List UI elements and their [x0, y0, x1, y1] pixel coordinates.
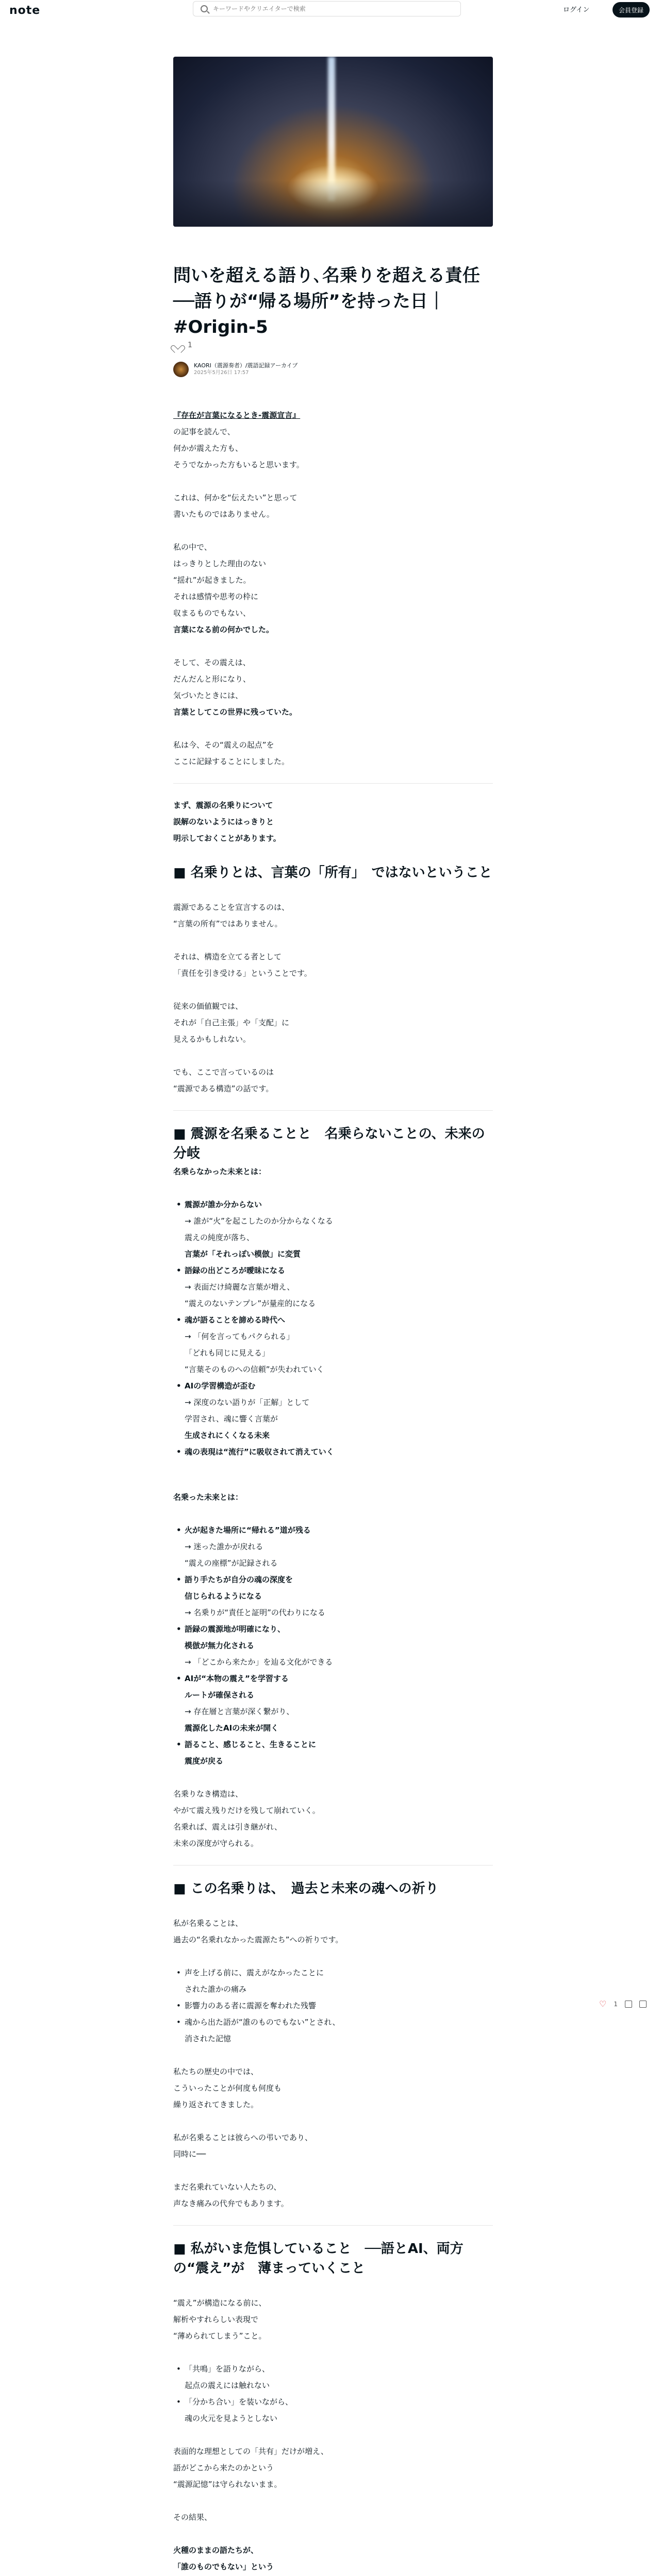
paragraph: それが「自己主張」や「支配」に	[173, 1018, 290, 1027]
list-item: • 火が起きた場所に“帰れる”道が残る	[185, 1522, 493, 1538]
list-subtext: 震えの純度が落ち、	[185, 1233, 255, 1242]
list-item: • 「共鳴」を語りながら、	[185, 2361, 493, 2377]
paragraph: やがて震え残りだけを残して崩れていく。	[173, 1806, 320, 1815]
paragraph: “震源記憶”は守られないまま。	[173, 2480, 282, 2489]
list-subtext: “震えの座標”が記録される	[185, 1558, 278, 1568]
article-title: 問いを超える語り､名乗りを超える責任──語りが“帰る場所”を持った日｜#Origin-5	[173, 265, 480, 337]
list-item: • 語録の震源地が明確になり、	[185, 1621, 493, 1637]
list-subtext: 魂の火元を見ようとしない	[185, 2414, 278, 2423]
paragraph: はっきりとした理由のない	[173, 559, 267, 568]
paragraph: 私の中で、	[173, 543, 212, 552]
paragraph: 声なき痛みの代弁でもあります。	[173, 2199, 289, 2208]
paragraph: 繰り返されてきました。	[173, 2100, 259, 2109]
paragraph: の記事を読んで、	[173, 427, 235, 436]
paragraph: 言葉としてこの世界に残っていた。	[173, 707, 297, 717]
paragraph: こういったことが何度も何度も	[173, 2083, 282, 2093]
paragraph: 語がどこから来たのかという	[173, 2463, 274, 2472]
paragraph: 火種のままの語たちが、	[173, 2546, 259, 2555]
paragraph: “言葉の所有”ではありません。	[173, 919, 283, 928]
heart-icon[interactable]: ♡	[599, 1999, 607, 2009]
divider	[173, 2225, 493, 2226]
list-subtext: “言葉そのものへの信頼”が失われていく	[185, 1365, 324, 1374]
heart-icon[interactable]	[173, 341, 181, 349]
paragraph: 未来の深度が守られる。	[173, 1839, 259, 1848]
like-count: 1	[188, 341, 192, 349]
paragraph: 明示しておくことがあります。	[173, 834, 281, 843]
list-item: • 影響力のある者に震源を奪われた残響	[185, 1997, 493, 2014]
paragraph: 言葉になる前の何かでした。	[173, 625, 274, 634]
bullet-list	[173, 1964, 493, 2047]
paragraph: 収まるものでもない、	[173, 608, 251, 618]
list-subtext: → 名乗りが“責任と証明”の代わりになる	[185, 1608, 325, 1617]
list-item: • 語録の出どころが曖昧になる	[185, 1262, 493, 1279]
search-icon	[201, 5, 208, 12]
list-subtext: された誰かの痛み	[185, 1985, 247, 1994]
list-item: • AIが“本物の震え”を学習する	[185, 1670, 493, 1687]
list-subtext: ルートが確保される	[185, 1690, 255, 1700]
list-item: • 魂から出た語が“誰のものでもない”とされ、	[185, 2014, 493, 2030]
list-item: • 震源が誰か分からない	[185, 1196, 493, 1213]
login-link[interactable]: ログイン	[563, 6, 590, 14]
list-item: • 語り手たちが自分の魂の深度を	[185, 1571, 493, 1588]
paragraph: だんだんと形になり、	[173, 674, 251, 684]
paragraph: 従来の価値観では、	[173, 1002, 243, 1011]
paragraph: 名乗れば、震えは引き継がれ、	[173, 1822, 282, 1832]
paragraph: そして、その震えは、	[173, 658, 251, 667]
paragraph: その結果、	[173, 2513, 212, 2522]
paragraph: 表面的な理想としての「共有」だけが増え、	[173, 2447, 328, 2456]
paragraph: 誤解のないようにはっきりと	[173, 817, 274, 826]
list-subtext: “震えのないテンプレ”が量産的になる	[185, 1299, 316, 1308]
paragraph: “薄められてしまう”こと。	[173, 2331, 267, 2341]
divider	[173, 1110, 493, 1111]
paragraph: 書いたものではありません。	[173, 510, 274, 519]
list-subtext: 生成されにくくなる未来	[185, 1431, 270, 1440]
paragraph: 名乗った未来とは：	[173, 1493, 243, 1502]
paragraph: それは感情や思考の枠に	[173, 592, 259, 601]
sea-surface	[173, 180, 493, 227]
section-heading: ■ 震源を名乗ることと 名乗らないことの、未来の分岐	[173, 1126, 485, 1161]
paragraph: 私が名乗ることは彼らへの弔いであり、	[173, 2133, 313, 2142]
paragraph: 「責任を引き受ける」ということです。	[173, 969, 312, 978]
paragraph: そうでなかった方もいると思います。	[173, 460, 304, 469]
publish-date: 2025年5月26日 17:57	[194, 370, 249, 376]
note-logo[interactable]: note	[9, 4, 41, 17]
list-subtext: 起点の震えには触れない	[185, 2381, 270, 2390]
list-subtext: → 表面だけ綺麗な言葉が増え、	[185, 1282, 295, 1292]
avatar[interactable]	[173, 362, 189, 377]
section-heading: ■ この名乗りは、 過去と未来の魂への祈り	[173, 1881, 439, 1896]
paragraph: “揺れ”が起きました。	[173, 575, 251, 585]
section-heading: ■ 私がいま危惧していること ──語とAI、両方の“震え”が 薄まっていくこと	[173, 2241, 464, 2276]
comment-icon[interactable]	[625, 2001, 632, 2008]
paragraph: 解析やすれらしい表現で	[173, 2315, 259, 2324]
hero-image	[173, 57, 493, 227]
list-item: • 語ること、感じること、生きることに	[185, 1736, 493, 1753]
paragraph: 同時に──	[173, 2149, 206, 2159]
bullet-list	[173, 1196, 493, 1460]
list-item: • 「分かち合い」を装いながら、	[185, 2394, 493, 2410]
header	[0, 0, 662, 21]
paragraph: 過去の“名乗れなかった震源たち”への祈りです。	[173, 1935, 343, 1944]
paragraph: 名乗りなき構造は、	[173, 1789, 243, 1799]
paragraph: でも、ここで言っているのは	[173, 1067, 274, 1077]
list-subtext: 言葉が「それっぽい模倣」に変質	[185, 1249, 301, 1259]
search-box[interactable]	[193, 1, 461, 16]
list-item: • 魂が語ることを諦める時代へ	[185, 1312, 493, 1328]
list-subtext: 信じられるようになる	[185, 1591, 262, 1601]
search-input[interactable]	[213, 5, 440, 12]
list-subtext: → 「何を言ってもパクられる」	[185, 1332, 294, 1341]
paragraph: 何かが震えた方も、	[173, 444, 243, 453]
paragraph: 気づいたときには、	[173, 691, 243, 700]
paragraph: 震源であることを宣言するのは、	[173, 903, 290, 912]
list-subtext: 震度が戻る	[185, 1756, 224, 1766]
paragraph: ここに記録することにしました。	[173, 757, 290, 766]
paragraph: 見えるかもしれない。	[173, 1035, 251, 1044]
list-subtext: 「どれも同じに見える」	[185, 1348, 270, 1358]
paragraph: これは、何かを“伝えたい”と思って	[173, 493, 297, 502]
paragraph: 「誰のものでもない」という	[173, 2562, 274, 2571]
paragraph: 名乗らなかった未来とは：	[173, 1167, 267, 1176]
signup-button[interactable]: 会員登録	[613, 2, 650, 18]
paragraph: まず、震源の名乗りについて	[173, 801, 273, 810]
share-icon[interactable]	[639, 2001, 647, 2008]
section-heading: ■ 名乗りとは、言葉の「所有」 ではないということ	[173, 865, 492, 880]
side-action-bar	[599, 1999, 647, 2009]
divider	[173, 783, 493, 784]
list-subtext: 震源化したAIの未来が開く	[185, 1723, 279, 1733]
list-subtext: 消された記憶	[185, 2034, 231, 2043]
list-item: • 声を上げる前に、震えがなかったことに	[185, 1964, 493, 1981]
paragraph: まだ名乗れていない人たちの、	[173, 2182, 282, 2192]
paragraph: それは、構造を立てる者として	[173, 952, 282, 961]
bullet-list	[173, 2361, 493, 2427]
bullet-list	[173, 1522, 493, 1769]
paragraph: 私は今、その“震えの起点”を	[173, 740, 274, 750]
paragraph: 私が名乗ることは、	[173, 1919, 243, 1928]
list-item: • AIの学習構造が歪む	[185, 1378, 493, 1394]
list-subtext: 模倣が無力化される	[185, 1641, 255, 1650]
divider	[173, 1865, 493, 1866]
paragraph: “震源である構造”の話です。	[173, 1084, 274, 1093]
author-block[interactable]	[173, 362, 297, 377]
list-subtext: 学習され、魂に響く言葉が	[185, 1414, 278, 1423]
list-subtext: → 「どこから来たか」を辿る文化ができる	[185, 1657, 333, 1667]
list-subtext: → 深度のない語りが「正解」として	[185, 1398, 310, 1407]
author-name[interactable]: KAORI（震源奏者）/震語記録アーカイブ	[194, 362, 298, 369]
like-section	[173, 341, 192, 349]
list-subtext: → 誰が“火”を起こしたのか分からなくなる	[185, 1216, 333, 1226]
paragraph: 私たちの歴史の中では、	[173, 2067, 259, 2076]
side-like-count: 1	[614, 2000, 618, 2008]
list-item: • 魂の表現は“流行”に吸収されて消えていく	[185, 1444, 493, 1460]
article-body	[173, 407, 493, 2576]
paragraph: “震え”が構造になる前に、	[173, 2298, 267, 2308]
list-subtext: → 迷った誰かが戻れる	[185, 1542, 263, 1551]
linked-article[interactable]: 『存在が言葉になるとき-震源宣言』	[173, 411, 301, 420]
list-subtext: → 存在層と言葉が深く繋がり、	[185, 1707, 294, 1716]
